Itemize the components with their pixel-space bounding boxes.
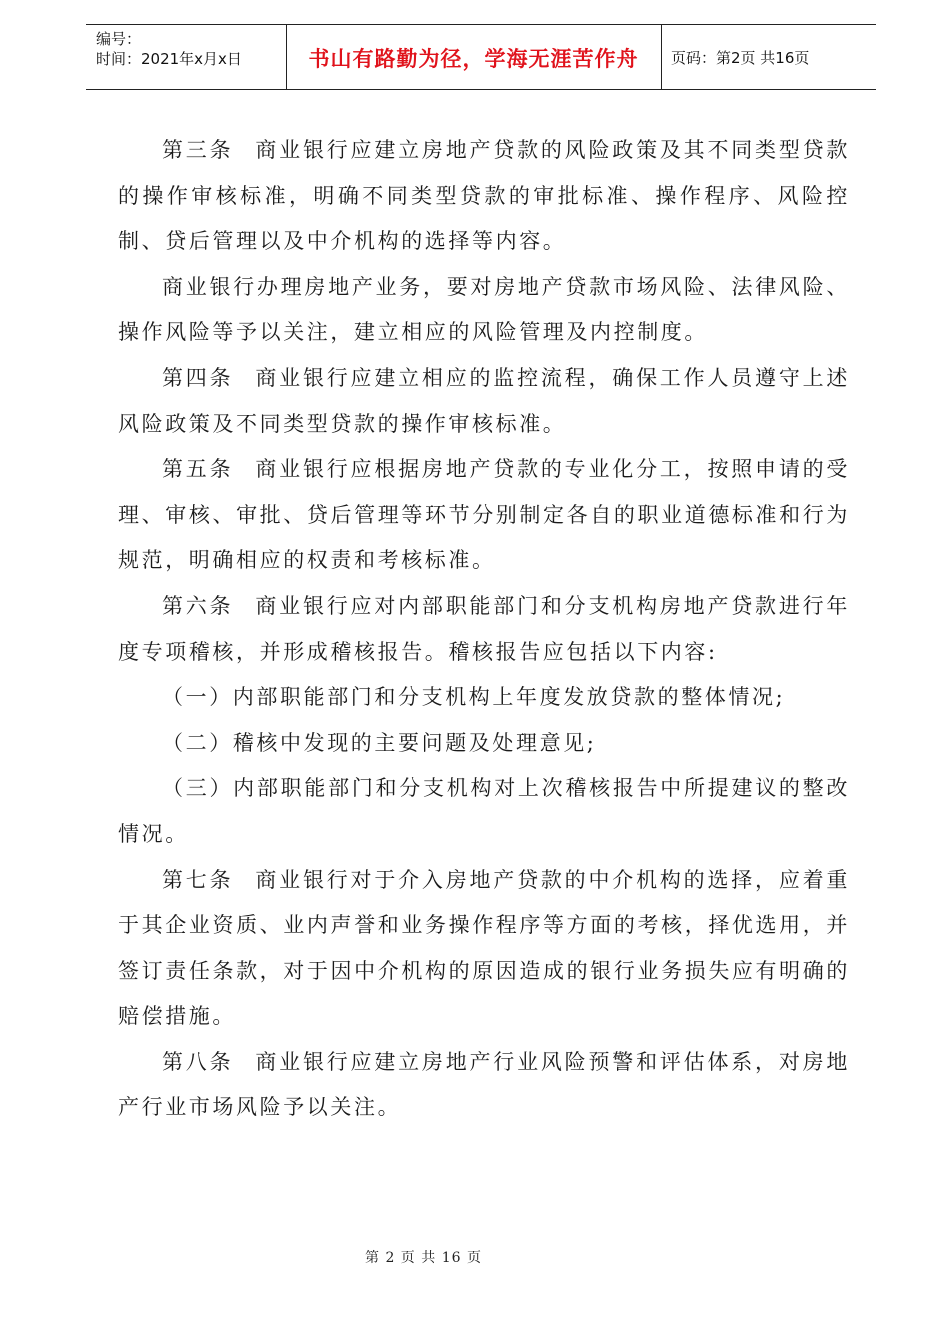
list-item-2: [118, 721, 850, 767]
article-8-paragraph: [118, 1040, 850, 1131]
header-meta: [96, 29, 242, 69]
article-3-paragraph-2: [118, 265, 850, 356]
header-divider: [661, 25, 662, 89]
list-item-text: （三）内部职能部门和分支机构对上次稽核报告中所提建议的整改情况。: [118, 776, 850, 846]
page-footer: 第 2 页 共 16 页: [365, 1250, 482, 1266]
page-header: [86, 24, 876, 90]
article-4-paragraph: [118, 356, 850, 447]
article-text: 商业银行对于介入房地产贷款的中介机构的选择，应着重于其企业资质、业内声誉和业务操作程序等方面的考核，择优选用，并签订责任条款，对于因中介机构的原因造成的银行业务损失应有明确的赔偿措施。: [118, 867, 850, 1029]
doc-number-label: 编号：: [96, 30, 142, 48]
article-7-paragraph: [118, 858, 850, 1040]
list-item-3: [118, 766, 850, 857]
header-motto: 书山有路勤为径，学海无涯苦作舟: [308, 47, 639, 71]
article-text: 商业银行应建立房地产行业风险预警和评估体系，对房地产行业市场风险予以关注。: [118, 1049, 850, 1120]
article-text: 商业银行应根据房地产贷款的专业化分工，按照申请的受理、审核、审批、贷后管理等环节分别制定各自的职业道德标准和行为规范，明确相应的权责和考核标准。: [118, 457, 850, 573]
article-number: 第八条: [162, 1049, 234, 1074]
list-item-text: （一）内部职能部门和分支机构上年度发放贷款的整体情况;: [162, 685, 786, 710]
article-number: 第七条: [162, 867, 234, 892]
list-item-text: （二）稽核中发现的主要问题及处理意见;: [162, 730, 597, 755]
paragraph-text: 商业银行办理房地产业务，要对房地产贷款市场风险、法律风险、操作风险等予以关注，建立相应的风险管理及内控制度。: [118, 274, 850, 345]
document-body: [118, 128, 850, 1131]
article-3-paragraph: [118, 128, 850, 265]
article-number: 第六条: [162, 593, 234, 618]
header-page-info: 页码：第2页 共16页: [671, 49, 810, 67]
article-number: 第五条: [162, 457, 234, 482]
article-text: 商业银行应建立相应的监控流程，确保工作人员遵守上述风险政策及不同类型贷款的操作审核标准。: [118, 365, 850, 436]
article-number: 第四条: [162, 365, 234, 390]
article-6-paragraph: [118, 584, 850, 675]
article-5-paragraph: [118, 447, 850, 584]
doc-time-label: 时间：2021年x月x日: [96, 50, 242, 68]
article-number: 第三条: [162, 138, 234, 162]
article-text: 商业银行应对内部职能部门和分支机构房地产贷款进行年度专项稽核，并形成稽核报告。稽核报告应包括以下内容:: [118, 593, 850, 664]
article-text: 商业银行应建立房地产贷款的风险政策及其不同类型贷款的操作审核标准，明确不同类型贷款的审批标准、操作程序、风险控制、贷后管理以及中介机构的选择等内容。: [118, 138, 850, 254]
list-item-1: [118, 675, 850, 721]
